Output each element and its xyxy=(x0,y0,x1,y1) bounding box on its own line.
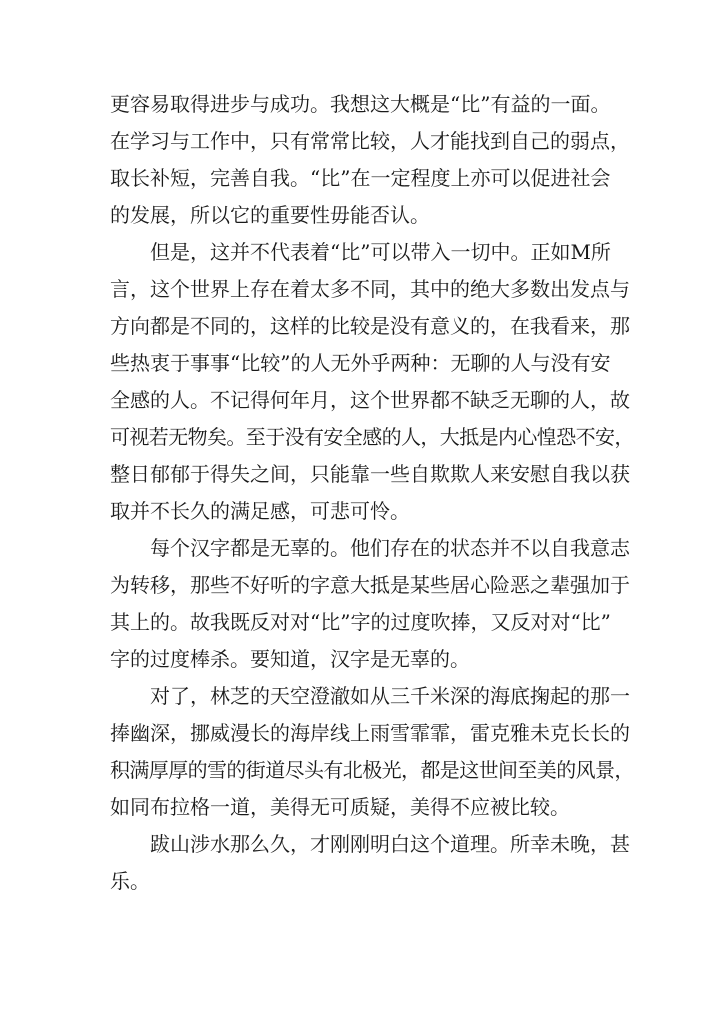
text-line: 可视若无物矣。至于没有安全感的人，大抵是内心惶恐不安， xyxy=(110,425,634,449)
text-line: 对了，林芝的天空澄澈如从三千米深的海底掬起的那一 xyxy=(150,684,630,708)
text-line: 方向都是不同的，这样的比较是没有意义的，在我看来，那 xyxy=(110,314,630,338)
text-line: 其上的。故我既反对对“比”字的过度吹捧，又反对对“比” xyxy=(110,610,611,634)
text-line: 的发展，所以它的重要性毋能否认。 xyxy=(110,203,430,227)
text-line: 积满厚厚的雪的街道尽头有北极光，都是这世间至美的风景， xyxy=(110,758,634,782)
paragraph-2 xyxy=(110,234,634,530)
text-line: 取长补短，完善自我。“比”在一定程度上亦可以促进社会 xyxy=(110,166,611,190)
paragraph-4 xyxy=(110,678,634,826)
paragraph-5 xyxy=(110,826,630,900)
text-line: 为转移，那些不好听的字意大抵是某些居心险恶之辈强加于 xyxy=(110,573,630,597)
text-line: 如同布拉格一道，美得无可质疑，美得不应被比较。 xyxy=(110,795,570,819)
text-line: 在学习与工作中，只有常常比较，人才能找到自己的弱点， xyxy=(110,129,630,153)
text-line: 取并不长久的满足感，可悲可怜。 xyxy=(110,499,410,523)
text-line: 全感的人。不记得何年月，这个世界都不缺乏无聊的人，故 xyxy=(110,388,630,412)
text-line: 捧幽深，挪威漫长的海岸线上雨雪霏霏，雷克雅未克长长的 xyxy=(110,721,630,745)
text-line: 每个汉字都是无辜的。他们存在的状态并不以自我意志 xyxy=(150,536,630,560)
text-line: 乐。 xyxy=(110,869,150,893)
text-line: 字的过度棒杀。要知道，汉字是无辜的。 xyxy=(110,647,470,671)
paragraph-1 xyxy=(110,86,630,234)
text-line: 整日郁郁于得失之间，只能靠一些自欺欺人来安慰自我以获 xyxy=(110,462,630,486)
essay-body xyxy=(110,86,634,900)
text-line: 言，这个世界上存在着太多不同，其中的绝大多数出发点与 xyxy=(110,277,630,301)
paragraph-3 xyxy=(110,530,630,678)
text-line: 但是，这并不代表着“比”可以带入一切中。正如M所 xyxy=(150,240,611,264)
text-line: 跋山涉水那么久，才刚刚明白这个道理。所幸未晚，甚 xyxy=(150,832,630,856)
text-line: 更容易取得进步与成功。我想这大概是“比”有益的一面。 xyxy=(110,92,611,116)
text-line: 些热衷于事事“比较”的人无外乎两种：无聊的人与没有安 xyxy=(110,351,611,375)
